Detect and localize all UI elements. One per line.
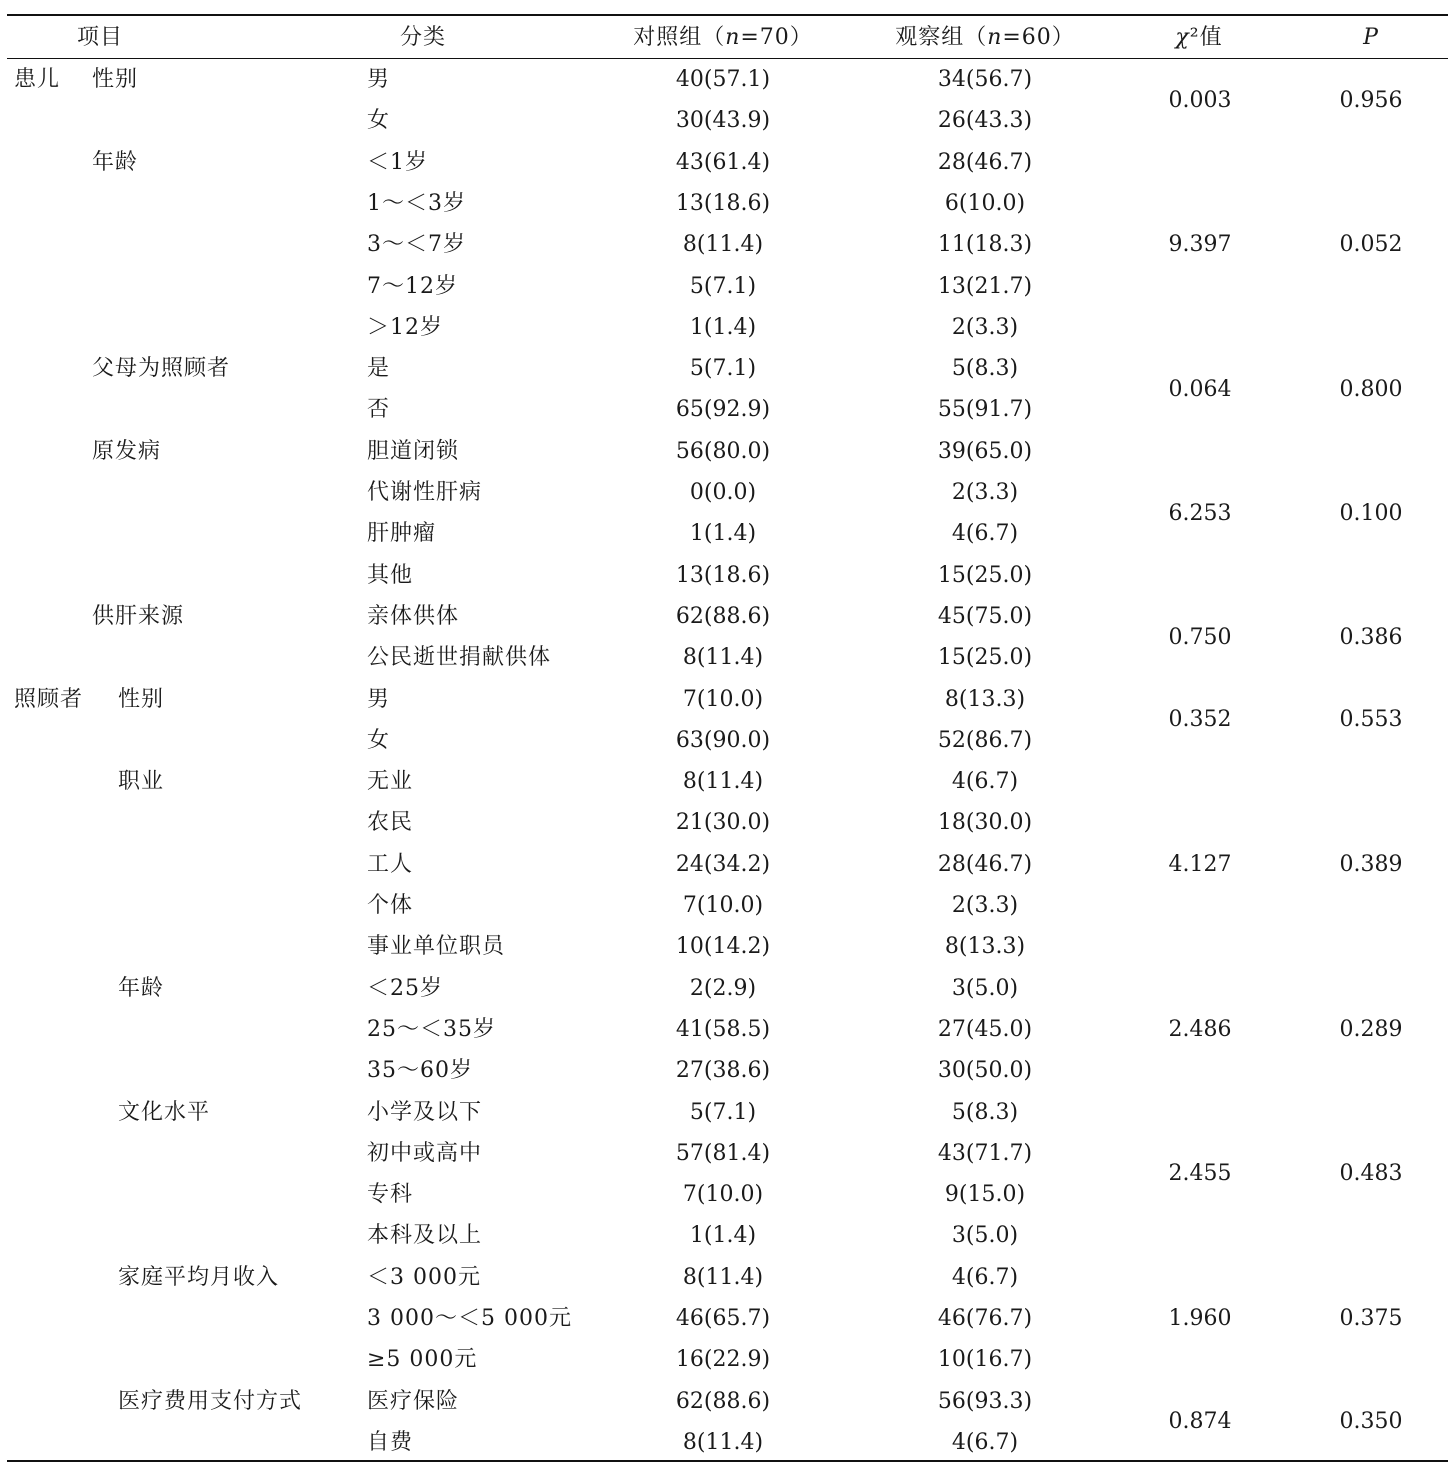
chi-square-value: 0.064 bbox=[1168, 376, 1232, 402]
p-value: 0.389 bbox=[1339, 851, 1403, 877]
p-value: 0.289 bbox=[1339, 1016, 1403, 1042]
control-value: 1(1.4) bbox=[689, 1223, 757, 1249]
category-label: 其他 bbox=[367, 562, 414, 588]
observation-value: 4(6.7) bbox=[951, 1264, 1019, 1290]
category-label: 男 bbox=[367, 67, 391, 92]
header-observation-group: 观察组（n=60） bbox=[895, 25, 1075, 50]
p-value: 0.052 bbox=[1339, 232, 1403, 258]
category-label: 本科及以上 bbox=[367, 1223, 483, 1249]
category-label: 专科 bbox=[367, 1182, 414, 1208]
table-bottom-rule bbox=[7, 1460, 1448, 1462]
item-label: 性别 bbox=[92, 67, 139, 92]
p-value: 0.100 bbox=[1339, 500, 1403, 526]
control-value: 2(2.9) bbox=[689, 975, 757, 1001]
table-header-rule bbox=[7, 58, 1448, 59]
chi-square-value: 2.486 bbox=[1168, 1016, 1232, 1042]
control-value: 43(61.4) bbox=[675, 149, 771, 175]
item-label: 职业 bbox=[118, 769, 165, 795]
chi-square-value: 0.003 bbox=[1168, 87, 1232, 113]
control-value: 16(22.9) bbox=[675, 1347, 771, 1373]
observation-value: 27(45.0) bbox=[937, 1016, 1033, 1042]
observation-value: 3(5.0) bbox=[951, 1223, 1019, 1249]
control-value: 30(43.9) bbox=[675, 108, 771, 134]
control-value: 8(11.4) bbox=[682, 645, 764, 671]
observation-value: 2(3.3) bbox=[951, 480, 1019, 505]
p-value: 0.483 bbox=[1339, 1161, 1403, 1187]
observation-value: 56(93.3) bbox=[937, 1388, 1033, 1414]
category-label: 女 bbox=[367, 108, 391, 134]
category-label: 工人 bbox=[367, 851, 414, 877]
category-label: 女 bbox=[367, 727, 391, 753]
category-label: 个体 bbox=[367, 893, 414, 918]
category-label: 小学及以下 bbox=[367, 1099, 483, 1125]
item-label: 供肝来源 bbox=[92, 603, 185, 629]
observation-value: 4(6.7) bbox=[951, 521, 1019, 547]
category-label: 否 bbox=[367, 397, 391, 423]
category-label: 胆道闭锁 bbox=[367, 438, 460, 464]
chi-square-value: 0.750 bbox=[1168, 624, 1232, 650]
observation-value: 26(43.3) bbox=[937, 108, 1033, 134]
control-value: 0(0.0) bbox=[689, 480, 757, 505]
p-value: 0.800 bbox=[1339, 376, 1403, 402]
chi-square-value: 2.455 bbox=[1168, 1161, 1232, 1187]
category-label: 无业 bbox=[367, 769, 414, 795]
observation-value: 55(91.7) bbox=[937, 397, 1033, 423]
category-label: 男 bbox=[367, 686, 391, 712]
chi-square-value: 4.127 bbox=[1168, 851, 1232, 877]
category-label: ＞12岁 bbox=[367, 314, 443, 340]
category-label: 农民 bbox=[367, 810, 414, 836]
chi-square-value: 6.253 bbox=[1168, 500, 1232, 526]
control-value: 1(1.4) bbox=[689, 521, 757, 547]
item-label: 文化水平 bbox=[118, 1099, 211, 1125]
p-value: 0.375 bbox=[1339, 1306, 1403, 1331]
control-value: 65(92.9) bbox=[675, 397, 771, 423]
observation-value: 46(76.7) bbox=[937, 1306, 1033, 1331]
p-value: 0.386 bbox=[1339, 624, 1403, 650]
category-label: ＜3 000元 bbox=[367, 1264, 481, 1290]
header-item: 项目 bbox=[76, 25, 124, 50]
control-value: 7(10.0) bbox=[682, 893, 764, 918]
category-label: 自费 bbox=[367, 1429, 414, 1455]
group-label: 患儿 bbox=[14, 67, 61, 92]
category-label: 医疗保险 bbox=[367, 1388, 460, 1414]
category-label: 公民逝世捐献供体 bbox=[367, 645, 552, 671]
header-control-group: 对照组（n=70） bbox=[633, 25, 813, 50]
item-label: 性别 bbox=[118, 686, 165, 712]
p-value: 0.350 bbox=[1339, 1409, 1403, 1435]
item-label: 父母为照顾者 bbox=[92, 356, 231, 382]
observation-value: 2(3.3) bbox=[951, 893, 1019, 918]
observation-value: 6(10.0) bbox=[944, 190, 1026, 216]
category-label: 1～＜3岁 bbox=[367, 190, 466, 216]
control-value: 7(10.0) bbox=[682, 1182, 764, 1208]
observation-value: 28(46.7) bbox=[937, 149, 1033, 175]
observation-value: 4(6.7) bbox=[951, 769, 1019, 795]
observation-value: 3(5.0) bbox=[951, 975, 1019, 1001]
observation-value: 28(46.7) bbox=[937, 851, 1033, 877]
control-value: 8(11.4) bbox=[682, 769, 764, 795]
observation-value: 13(21.7) bbox=[937, 273, 1033, 299]
control-value: 27(38.6) bbox=[675, 1058, 771, 1084]
control-value: 8(11.4) bbox=[682, 232, 764, 258]
category-label: ＜25岁 bbox=[367, 975, 443, 1001]
observation-value: 15(25.0) bbox=[937, 562, 1033, 588]
category-label: ＜1岁 bbox=[367, 149, 428, 175]
category-label: 事业单位职员 bbox=[367, 934, 506, 960]
category-label: 亲体供体 bbox=[367, 603, 460, 629]
category-label: 3 000～＜5 000元 bbox=[367, 1306, 572, 1331]
observation-value: 10(16.7) bbox=[937, 1347, 1033, 1373]
observation-value: 30(50.0) bbox=[937, 1058, 1033, 1084]
control-value: 40(57.1) bbox=[675, 67, 771, 92]
category-label: 代谢性肝病 bbox=[367, 480, 483, 505]
item-label: 医疗费用支付方式 bbox=[118, 1388, 303, 1414]
category-label: 初中或高中 bbox=[367, 1140, 483, 1166]
control-value: 5(7.1) bbox=[689, 273, 757, 299]
observation-value: 52(86.7) bbox=[937, 727, 1033, 753]
category-label: 是 bbox=[367, 356, 391, 382]
control-value: 63(90.0) bbox=[675, 727, 771, 753]
p-value: 0.956 bbox=[1339, 87, 1403, 113]
control-value: 41(58.5) bbox=[675, 1016, 771, 1042]
header-p-value: P bbox=[1363, 25, 1379, 50]
control-value: 13(18.6) bbox=[675, 562, 771, 588]
observation-value: 8(13.3) bbox=[944, 934, 1026, 960]
header-chi-square: χ²值 bbox=[1175, 25, 1223, 50]
control-value: 62(88.6) bbox=[675, 603, 771, 629]
control-value: 57(81.4) bbox=[675, 1140, 771, 1166]
item-label: 年龄 bbox=[92, 149, 139, 175]
observation-value: 11(18.3) bbox=[937, 232, 1033, 258]
control-value: 8(11.4) bbox=[682, 1429, 764, 1455]
observation-value: 5(8.3) bbox=[951, 1099, 1019, 1125]
control-value: 21(30.0) bbox=[675, 810, 771, 836]
chi-square-value: 1.960 bbox=[1168, 1306, 1232, 1331]
control-value: 13(18.6) bbox=[675, 190, 771, 216]
chi-square-value: 0.874 bbox=[1168, 1409, 1232, 1435]
observation-value: 45(75.0) bbox=[937, 603, 1033, 629]
observation-value: 43(71.7) bbox=[937, 1140, 1033, 1166]
item-label: 家庭平均月收入 bbox=[118, 1264, 280, 1290]
control-value: 62(88.6) bbox=[675, 1388, 771, 1414]
observation-value: 39(65.0) bbox=[937, 438, 1033, 464]
category-label: ≥5 000元 bbox=[367, 1347, 478, 1373]
category-label: 7～12岁 bbox=[367, 273, 458, 299]
category-label: 25～＜35岁 bbox=[367, 1016, 496, 1042]
observation-value: 4(6.7) bbox=[951, 1429, 1019, 1455]
item-label: 年龄 bbox=[118, 975, 165, 1001]
control-value: 7(10.0) bbox=[682, 686, 764, 712]
control-value: 1(1.4) bbox=[689, 314, 757, 340]
observation-value: 5(8.3) bbox=[951, 356, 1019, 382]
control-value: 8(11.4) bbox=[682, 1264, 764, 1290]
p-value: 0.553 bbox=[1339, 707, 1403, 733]
header-category: 分类 bbox=[399, 25, 447, 50]
observation-value: 9(15.0) bbox=[944, 1182, 1026, 1208]
observation-value: 8(13.3) bbox=[944, 686, 1026, 712]
control-value: 5(7.1) bbox=[689, 1099, 757, 1125]
observation-value: 15(25.0) bbox=[937, 645, 1033, 671]
control-value: 24(34.2) bbox=[675, 851, 771, 877]
control-value: 5(7.1) bbox=[689, 356, 757, 382]
category-label: 3～＜7岁 bbox=[367, 232, 466, 258]
observation-value: 34(56.7) bbox=[937, 67, 1033, 92]
item-label: 原发病 bbox=[92, 438, 162, 464]
control-value: 56(80.0) bbox=[675, 438, 771, 464]
category-label: 肝肿瘤 bbox=[367, 521, 437, 547]
observation-value: 2(3.3) bbox=[951, 314, 1019, 340]
control-value: 10(14.2) bbox=[675, 934, 771, 960]
observation-value: 18(30.0) bbox=[937, 810, 1033, 836]
chi-square-value: 9.397 bbox=[1168, 232, 1232, 258]
control-value: 46(65.7) bbox=[675, 1306, 771, 1331]
group-label: 照顾者 bbox=[14, 686, 84, 712]
table-top-rule bbox=[7, 14, 1448, 16]
chi-square-value: 0.352 bbox=[1168, 707, 1232, 733]
category-label: 35～60岁 bbox=[367, 1058, 473, 1084]
